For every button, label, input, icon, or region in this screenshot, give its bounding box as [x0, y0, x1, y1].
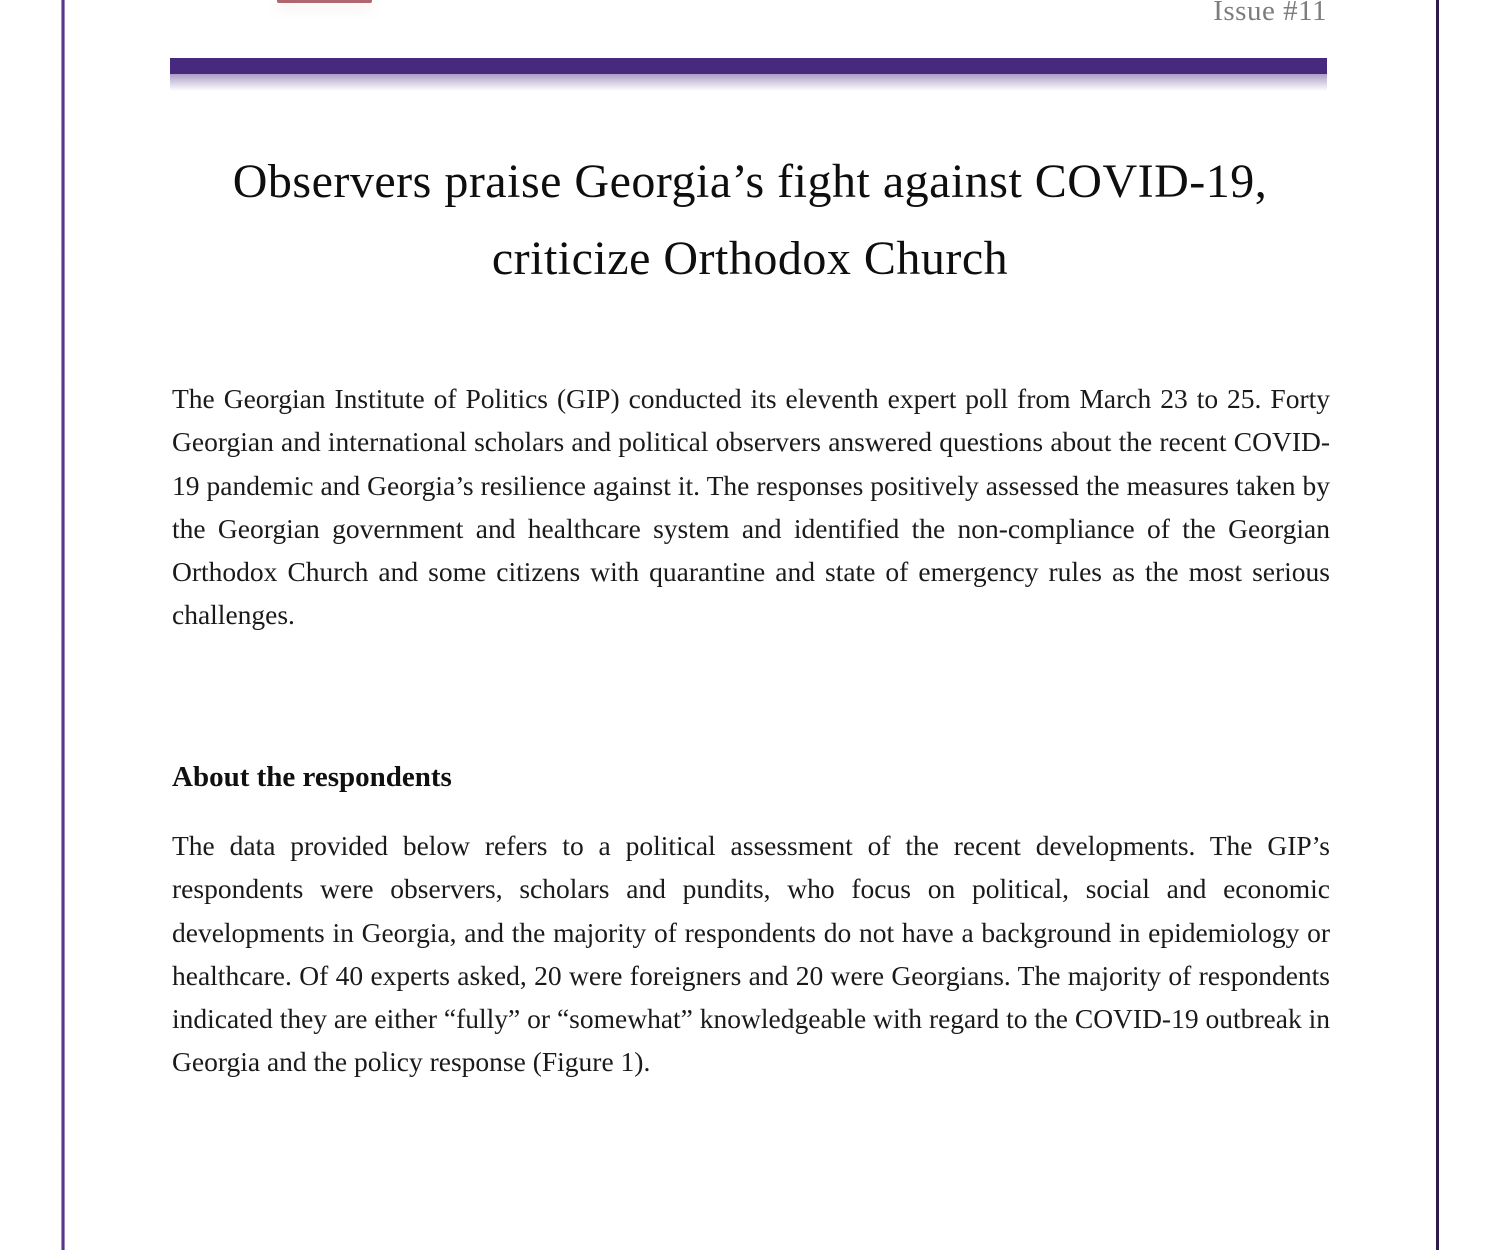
article-title [171, 143, 1329, 297]
divider-shadow [170, 74, 1327, 91]
about-respondents-paragraph: The data provided below refers to a political assessment of the recent developments. The GIP’s respondents were observers, scholars and pundits, who focus on political, social and economic developments in Georgia, and the majority of respondents do not have a background in epidemiology or healthcare. Of 40 experts asked, 20 were foreigners and 20 were Georgians. The majority of respondents indicated they are either “fully” or “somewhat” knowledgeable with regard to the COVID-19 outbreak in Georgia and the policy response (Figure 1). [172, 830, 1330, 1078]
article-title-line-2: criticize Orthodox Church [491, 232, 1009, 285]
header-divider-bar [170, 58, 1327, 74]
page-left-border [61, 0, 65, 1250]
page-right-border [1436, 0, 1439, 1250]
intro-paragraph: The Georgian Institute of Politics (GIP) conducted its eleventh expert poll from March 23 to 25. Forty Georgian and international scholars and political observers answered questions about the recent COVID-19 pandemic and Georgia’s resilience against it. The responses positively assessed the measures taken by the Georgian government and healthcare system and identified the non-compliance of the Georgian Orthodox Church and some citizens with quarantine and state of emergency rules as the most serious challenges. [172, 383, 1330, 631]
about-respondents-heading: About the respondents [172, 761, 452, 793]
article-title-line-1: Observers praise Georgia’s fight against COVID-19, [232, 155, 1268, 208]
logo-remnant [277, 0, 372, 3]
issue-label: Issue #11 [1213, 0, 1327, 27]
